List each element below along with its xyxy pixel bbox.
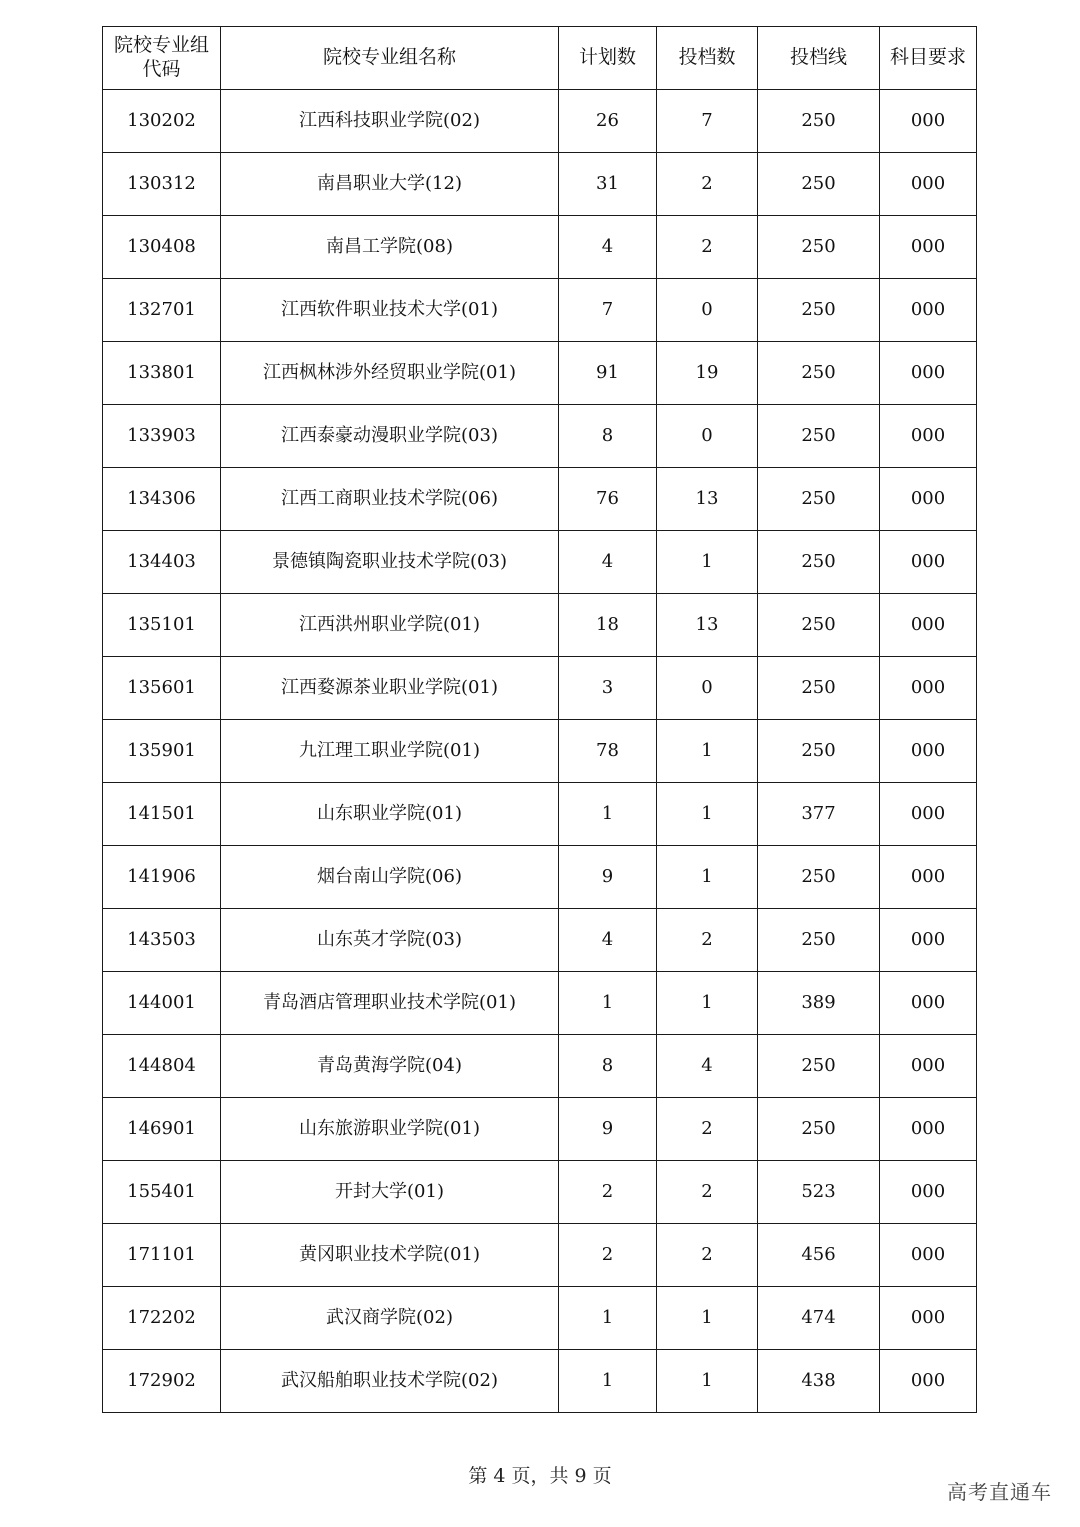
cell-plan: 2 [559, 1161, 657, 1224]
cell-code: 132701 [103, 279, 221, 342]
cell-plan: 91 [559, 342, 657, 405]
table-row [103, 1287, 977, 1350]
table-row [103, 783, 977, 846]
cell-plan: 7 [559, 279, 657, 342]
cell-filed: 2 [657, 153, 758, 216]
header-row [103, 27, 977, 90]
cell-filed: 2 [657, 909, 758, 972]
cell-plan: 76 [559, 468, 657, 531]
header-subject: 科目要求 [880, 27, 977, 90]
cell-subject: 000 [880, 720, 977, 783]
cell-subject: 000 [880, 405, 977, 468]
cell-code: 155401 [103, 1161, 221, 1224]
table-row [103, 405, 977, 468]
cell-subject: 000 [880, 216, 977, 279]
cell-subject: 000 [880, 342, 977, 405]
cell-name: 江西工商职业技术学院(06) [221, 468, 559, 531]
table-row [103, 846, 977, 909]
cell-name: 江西婺源茶业职业学院(01) [221, 657, 559, 720]
cell-score-line: 250 [758, 153, 880, 216]
cell-score-line: 250 [758, 90, 880, 153]
cell-score-line: 456 [758, 1224, 880, 1287]
table-row [103, 153, 977, 216]
cell-plan: 1 [559, 972, 657, 1035]
cell-code: 172902 [103, 1350, 221, 1413]
table-row [103, 909, 977, 972]
table-row [103, 342, 977, 405]
header-name: 院校专业组名称 [221, 27, 559, 90]
cell-name: 景德镇陶瓷职业技术学院(03) [221, 531, 559, 594]
cell-score-line: 438 [758, 1350, 880, 1413]
cell-plan: 9 [559, 846, 657, 909]
cell-filed: 2 [657, 1161, 758, 1224]
cell-code: 146901 [103, 1098, 221, 1161]
cell-subject: 000 [880, 783, 977, 846]
cell-subject: 000 [880, 153, 977, 216]
cell-code: 134306 [103, 468, 221, 531]
cell-filed: 1 [657, 783, 758, 846]
cell-plan: 9 [559, 1098, 657, 1161]
cell-code: 172202 [103, 1287, 221, 1350]
cell-name: 江西洪州职业学院(01) [221, 594, 559, 657]
cell-subject: 000 [880, 909, 977, 972]
cell-code: 133801 [103, 342, 221, 405]
cell-filed: 4 [657, 1035, 758, 1098]
cell-score-line: 250 [758, 531, 880, 594]
cell-filed: 2 [657, 1224, 758, 1287]
header-score-line: 投档线 [758, 27, 880, 90]
cell-code: 134403 [103, 531, 221, 594]
cell-score-line: 250 [758, 846, 880, 909]
admission-table [102, 26, 977, 1413]
cell-filed: 7 [657, 90, 758, 153]
table-row [103, 1224, 977, 1287]
cell-score-line: 389 [758, 972, 880, 1035]
cell-plan: 8 [559, 1035, 657, 1098]
cell-subject: 000 [880, 279, 977, 342]
cell-name: 江西枫林涉外经贸职业学院(01) [221, 342, 559, 405]
cell-score-line: 523 [758, 1161, 880, 1224]
cell-name: 武汉船舶职业技术学院(02) [221, 1350, 559, 1413]
cell-name: 山东职业学院(01) [221, 783, 559, 846]
cell-filed: 1 [657, 972, 758, 1035]
cell-filed: 0 [657, 657, 758, 720]
cell-name: 青岛酒店管理职业技术学院(01) [221, 972, 559, 1035]
header-code-line1: 院校专业组 [113, 34, 209, 57]
cell-plan: 1 [559, 1350, 657, 1413]
cell-code: 130202 [103, 90, 221, 153]
table-row [103, 468, 977, 531]
cell-score-line: 250 [758, 657, 880, 720]
cell-code: 135601 [103, 657, 221, 720]
table-row [103, 1161, 977, 1224]
watermark: 高考直通车 [947, 1480, 1052, 1504]
cell-filed: 13 [657, 594, 758, 657]
cell-code: 143503 [103, 909, 221, 972]
table-row [103, 279, 977, 342]
cell-subject: 000 [880, 972, 977, 1035]
cell-filed: 1 [657, 1287, 758, 1350]
cell-filed: 13 [657, 468, 758, 531]
cell-score-line: 250 [758, 1035, 880, 1098]
cell-subject: 000 [880, 1161, 977, 1224]
table-header [103, 27, 977, 90]
cell-name: 山东英才学院(03) [221, 909, 559, 972]
table-row [103, 594, 977, 657]
cell-filed: 0 [657, 405, 758, 468]
table-row [103, 90, 977, 153]
cell-plan: 1 [559, 1287, 657, 1350]
cell-code: 144001 [103, 972, 221, 1035]
cell-name: 九江理工职业学院(01) [221, 720, 559, 783]
cell-subject: 000 [880, 1287, 977, 1350]
cell-plan: 4 [559, 531, 657, 594]
cell-filed: 2 [657, 1098, 758, 1161]
cell-score-line: 474 [758, 1287, 880, 1350]
cell-name: 江西科技职业学院(02) [221, 90, 559, 153]
cell-filed: 1 [657, 1350, 758, 1413]
table-row [103, 657, 977, 720]
cell-score-line: 250 [758, 405, 880, 468]
cell-subject: 000 [880, 657, 977, 720]
cell-filed: 2 [657, 216, 758, 279]
cell-code: 130408 [103, 216, 221, 279]
cell-score-line: 377 [758, 783, 880, 846]
table-body [103, 90, 977, 1413]
cell-name: 黄冈职业技术学院(01) [221, 1224, 559, 1287]
cell-plan: 4 [559, 216, 657, 279]
header-plan: 计划数 [559, 27, 657, 90]
cell-code: 133903 [103, 405, 221, 468]
cell-plan: 1 [559, 783, 657, 846]
cell-code: 135101 [103, 594, 221, 657]
cell-subject: 000 [880, 1098, 977, 1161]
table-row [103, 1350, 977, 1413]
cell-score-line: 250 [758, 909, 880, 972]
cell-filed: 0 [657, 279, 758, 342]
cell-score-line: 250 [758, 594, 880, 657]
cell-score-line: 250 [758, 1098, 880, 1161]
cell-plan: 18 [559, 594, 657, 657]
cell-filed: 1 [657, 531, 758, 594]
cell-score-line: 250 [758, 216, 880, 279]
cell-code: 130312 [103, 153, 221, 216]
header-filed: 投档数 [657, 27, 758, 90]
cell-name: 武汉商学院(02) [221, 1287, 559, 1350]
cell-score-line: 250 [758, 342, 880, 405]
cell-filed: 19 [657, 342, 758, 405]
cell-name: 南昌工学院(08) [221, 216, 559, 279]
header-code [103, 27, 221, 90]
cell-plan: 2 [559, 1224, 657, 1287]
cell-name: 青岛黄海学院(04) [221, 1035, 559, 1098]
cell-name: 江西软件职业技术大学(01) [221, 279, 559, 342]
table-row [103, 531, 977, 594]
cell-subject: 000 [880, 531, 977, 594]
cell-name: 烟台南山学院(06) [221, 846, 559, 909]
cell-plan: 78 [559, 720, 657, 783]
header-code-line2: 代码 [142, 58, 181, 80]
table-row [103, 1035, 977, 1098]
table-row [103, 720, 977, 783]
cell-plan: 31 [559, 153, 657, 216]
cell-score-line: 250 [758, 279, 880, 342]
cell-filed: 1 [657, 846, 758, 909]
cell-code: 141501 [103, 783, 221, 846]
cell-score-line: 250 [758, 468, 880, 531]
cell-plan: 3 [559, 657, 657, 720]
cell-subject: 000 [880, 846, 977, 909]
cell-filed: 1 [657, 720, 758, 783]
page-number: 第 4 页，共 9 页 [468, 1465, 612, 1487]
cell-code: 171101 [103, 1224, 221, 1287]
cell-name: 开封大学(01) [221, 1161, 559, 1224]
cell-score-line: 250 [758, 720, 880, 783]
cell-code: 141906 [103, 846, 221, 909]
cell-plan: 4 [559, 909, 657, 972]
table-row [103, 1098, 977, 1161]
cell-plan: 8 [559, 405, 657, 468]
cell-subject: 000 [880, 594, 977, 657]
cell-code: 144804 [103, 1035, 221, 1098]
cell-plan: 26 [559, 90, 657, 153]
cell-name: 江西泰豪动漫职业学院(03) [221, 405, 559, 468]
cell-subject: 000 [880, 1224, 977, 1287]
cell-subject: 000 [880, 1350, 977, 1413]
table-row [103, 972, 977, 1035]
cell-subject: 000 [880, 90, 977, 153]
table-row [103, 216, 977, 279]
cell-code: 135901 [103, 720, 221, 783]
cell-name: 山东旅游职业学院(01) [221, 1098, 559, 1161]
cell-name: 南昌职业大学(12) [221, 153, 559, 216]
cell-subject: 000 [880, 468, 977, 531]
cell-subject: 000 [880, 1035, 977, 1098]
